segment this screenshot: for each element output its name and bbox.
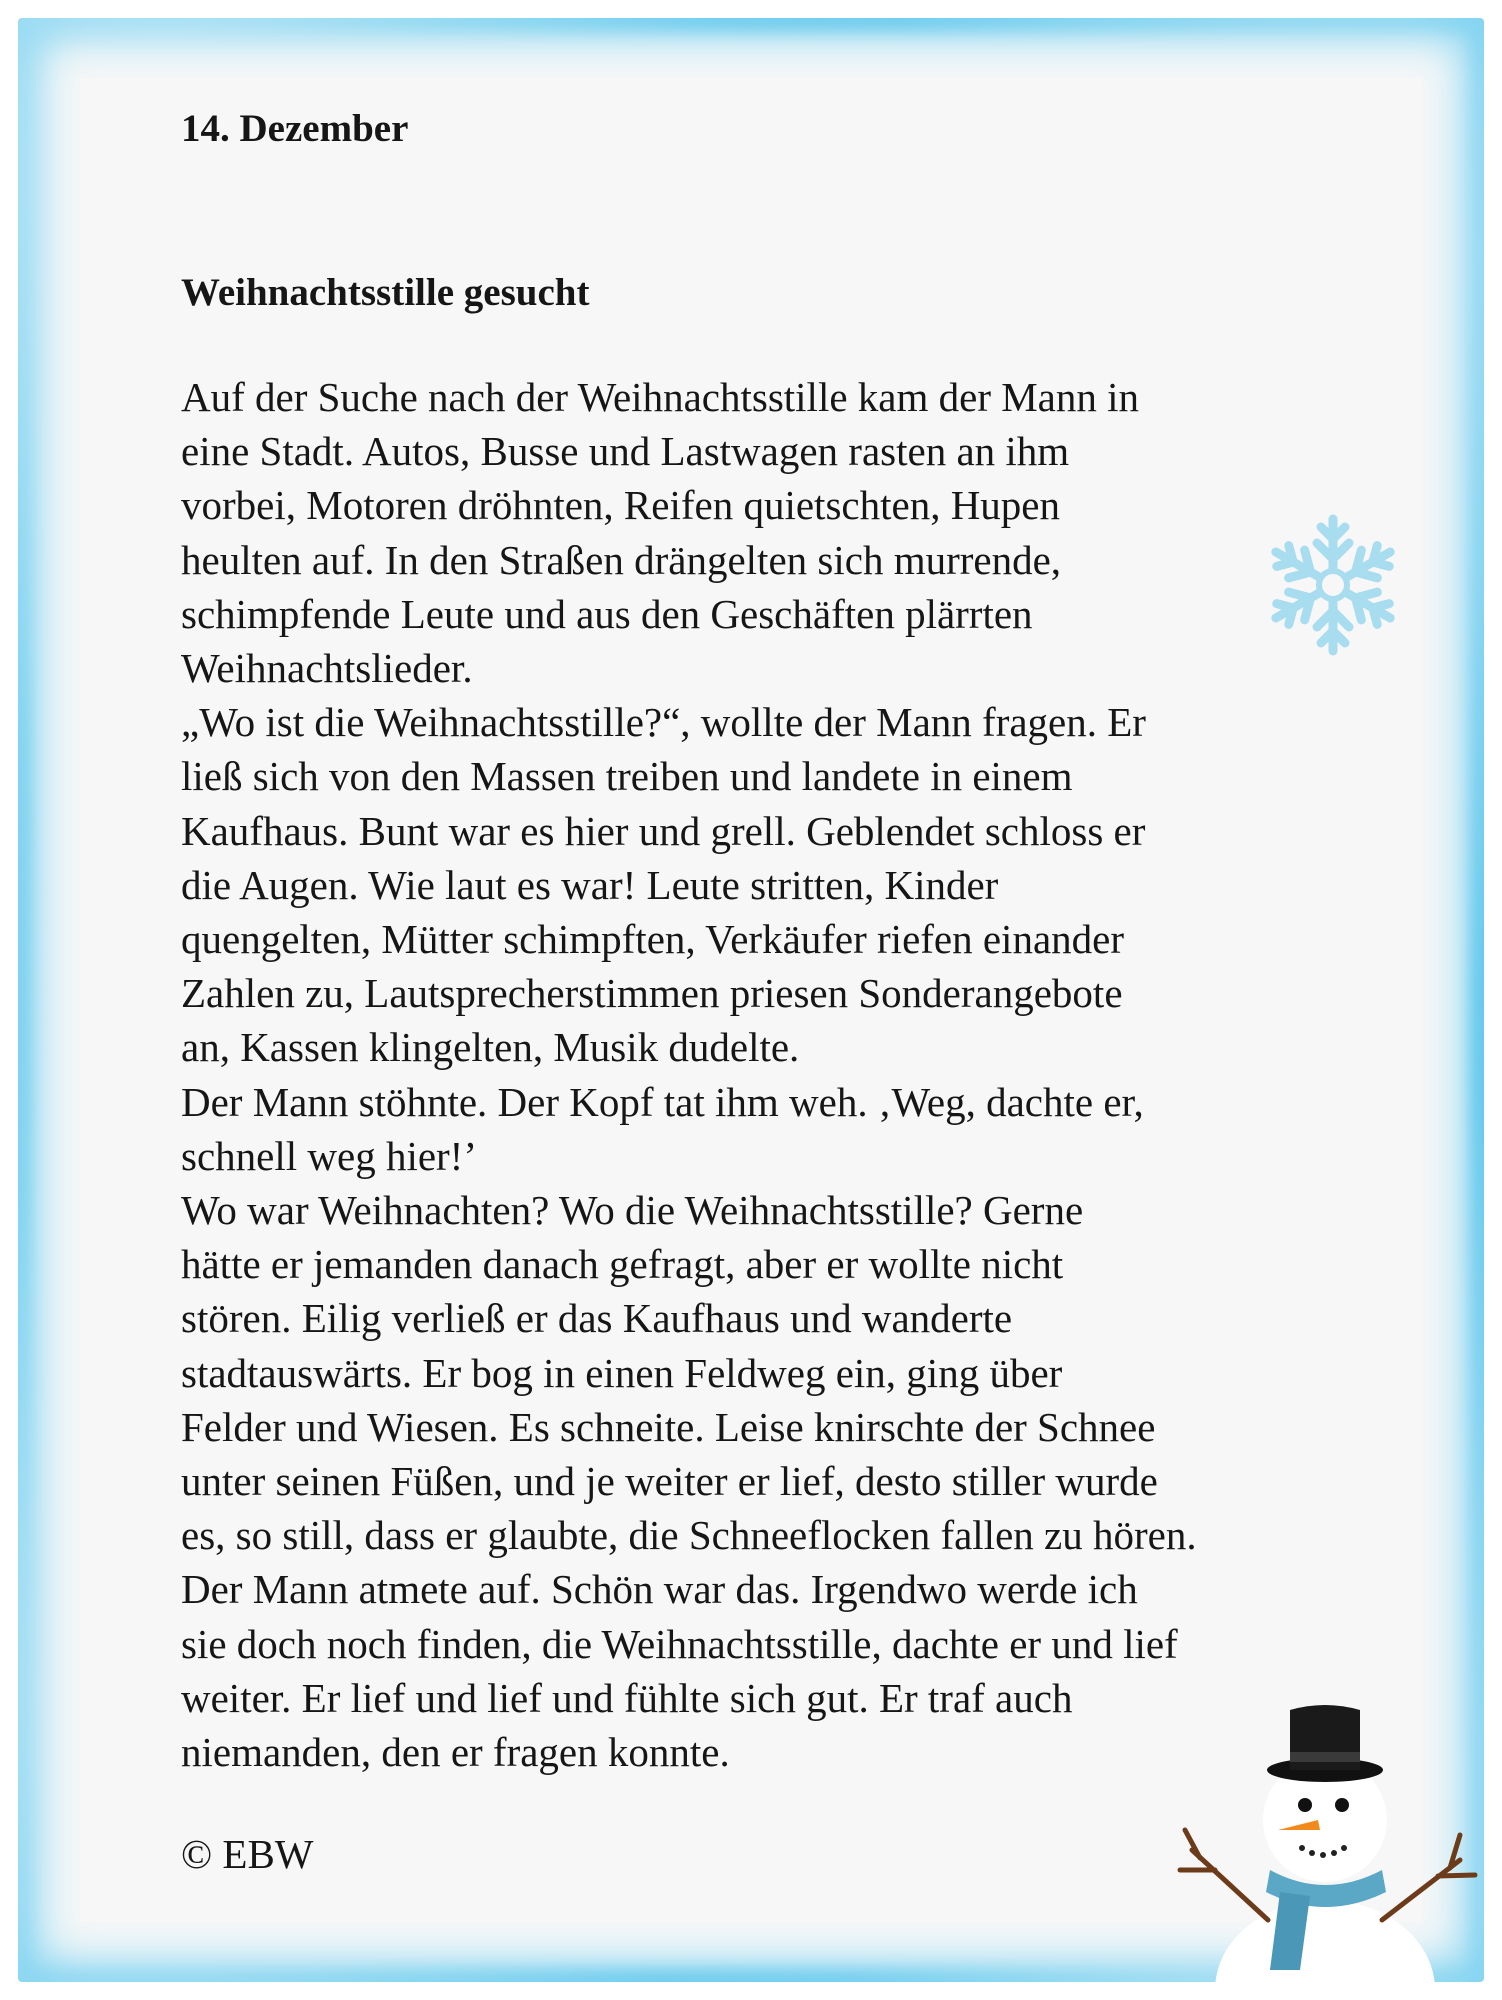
- story-line: Felder und Wiesen. Es schneite. Leise knirschte der Schnee: [181, 1403, 1156, 1450]
- story-line: stören. Eilig verließ er das Kaufhaus und wanderte: [181, 1295, 1013, 1342]
- story-line: Zahlen zu, Lautsprecherstimmen priesen Sonderangebote: [181, 970, 1123, 1017]
- story-line: hätte er jemanden danach gefragt, aber er wollte nicht: [181, 1241, 1064, 1288]
- story-title: Weihnachtsstille gesucht: [181, 271, 590, 314]
- story-line: Weihnachtslieder.: [181, 645, 473, 692]
- snowflake-icon: [1258, 510, 1408, 660]
- story-line: Der Mann stöhnte. Der Kopf tat ihm weh. ‚Weg, dachte er,: [181, 1078, 1144, 1125]
- story-line: weiter. Er lief und lief und fühlte sich gut. Er traf auch: [181, 1674, 1073, 1721]
- story-line: an, Kassen klingelten, Musik dudelte.: [181, 1024, 800, 1071]
- story-line: Auf der Suche nach der Weihnachtsstille kam der Mann in: [181, 374, 1140, 420]
- story-line: niemanden, den er fragen konnte.: [181, 1729, 730, 1776]
- story-line: Kaufhaus. Bunt war es hier und grell. Geblendet schloss er: [181, 807, 1146, 854]
- story-content: [181, 104, 1361, 1877]
- story-line: ließ sich von den Massen treiben und landete in einem: [181, 753, 1073, 800]
- story-line: die Augen. Wie laut es war! Leute stritten, Kinder: [181, 861, 999, 908]
- story-line: schnell weg hier!’: [181, 1132, 477, 1179]
- date-heading: 14. Dezember: [181, 107, 409, 150]
- story-line: „Wo ist die Weihnachtsstille?“, wollte der Mann fragen. Er: [181, 699, 1146, 746]
- story-line: eine Stadt. Autos, Busse und Lastwagen rasten an ihm: [181, 428, 1070, 475]
- story-line: es, so still, dass er glaubte, die Schneeflocken fallen zu hören.: [181, 1512, 1197, 1559]
- story-line: heulten auf. In den Straßen drängelten sich murrende,: [181, 536, 1062, 583]
- copyright-notice: © EBW: [181, 1831, 314, 1877]
- story-line: sie doch noch finden, die Weihnachtsstille, dachte er und lief: [181, 1620, 1178, 1667]
- story-line: quengelten, Mütter schimpften, Verkäufer riefen einander: [181, 916, 1124, 963]
- story-line: unter seinen Füßen, und je weiter er lief, desto stiller wurde: [181, 1458, 1158, 1505]
- story-line: vorbei, Motoren dröhnten, Reifen quietschten, Hupen: [181, 482, 1060, 529]
- snowman-icon: [1160, 1670, 1490, 2000]
- story-line: stadtauswärts. Er bog in einen Feldweg ein, ging über: [181, 1349, 1063, 1396]
- story-line: Der Mann atmete auf. Schön war das. Irgendwo werde ich: [181, 1566, 1138, 1613]
- story-text: [181, 370, 1197, 1779]
- story-line: schimpfende Leute und aus den Geschäften plärrten: [181, 590, 1033, 637]
- story-line: Wo war Weihnachten? Wo die Weihnachtsstille? Gerne: [181, 1187, 1084, 1234]
